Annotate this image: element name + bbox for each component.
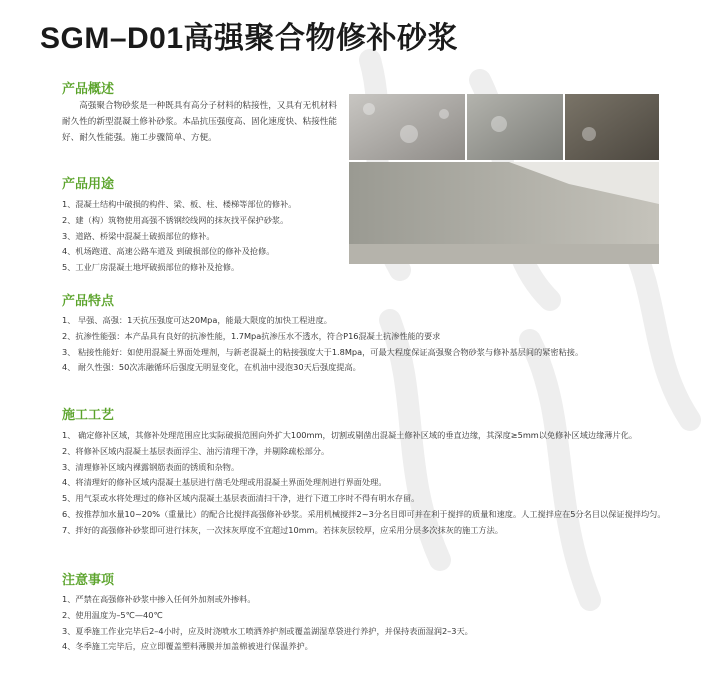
list-item: 2、将修补区域内混凝土基层表面浮尘、油污清理干净，并剔除疏松部分。	[62, 445, 330, 456]
photo-dark-repair	[565, 94, 659, 160]
list-item: 4、机场跑道、高速公路车道及 到破损部位的修补及抢修。	[62, 246, 275, 257]
list-item: 3、清理修补区域内裸露钢筋表面的锈质和杂物。	[62, 461, 240, 472]
notes-heading: 注意事项	[62, 573, 115, 588]
list-item: 4、将清理好的修补区域内混凝土基层进行凿毛处理或用混凝土界面处理剂进行界面处理。	[62, 477, 387, 488]
usage-heading: 产品用途	[62, 177, 115, 192]
list-item: 6、按推荐加水量10~20%（重量比）的配合比搅拌高强修补砂浆。采用机械搅拌2~3分名目即可并在利于搅拌的质量和速度。人工搅拌应在5分名目以保证搅拌均匀。	[62, 508, 666, 519]
usage-list	[62, 197, 296, 276]
list-item: 2、使用温度为–5℃—40℃	[62, 609, 163, 620]
list-item: 1、 确定修补区域，其修补处理范围应比实际破损范围向外扩大100mm，切割或剔凿出混凝土修补区域的垂直边缘，其深度≥5mm以免修补区域边缘薄片化。	[62, 430, 638, 440]
list-item: 3、 粘接性能好：如使用混凝土界面处理剂，与新老混凝土的粘接强度大于1.8Mpa，可最大程度保证高强聚合物砂浆与修补基层间的紧密粘接。	[62, 346, 584, 357]
product-photos	[349, 94, 659, 264]
photo-road-surface	[467, 94, 563, 160]
page-title: SGM–D01高强聚合物修补砂浆	[40, 22, 459, 55]
list-item: 3、夏季施工作业完毕后2–4小时，应及时浇喷水工喷洒养护剂或覆盖湖湿草袋进行养护，并保持表面湿润2–3天。	[62, 625, 473, 636]
overview-text: 高强聚合物砂浆是一种既具有高分子材料的粘接性，又具有无机材料耐久性的新型混凝土修补砂浆。本品抗压强度高、固化速度快、粘接性能好、耐久性能强。施工步骤简单、方便。	[62, 101, 338, 143]
list-item: 1、混凝土结构中破损的构件、梁、板、柱、楼梯等部位的修补。	[62, 199, 297, 209]
list-item: 4、 耐久性强：50次冻融循环后强度无明显变化，在机油中浸泡30天后强度提高。	[62, 362, 361, 373]
list-item: 2、建（构）筑物使用高强不锈钢绞线网的抹灰找平保护砂浆。	[62, 214, 289, 225]
overview-heading: 产品概述	[62, 82, 115, 97]
features-heading: 产品特点	[62, 294, 115, 309]
construction-list	[62, 428, 672, 539]
list-item: 2、抗渗性能强：本产品具有良好的抗渗性能，1.7Mpa抗渗压水不透水，符合P16混凝土抗渗性能的要求	[62, 330, 441, 341]
construction-heading: 施工工艺	[62, 408, 115, 423]
list-item: 5、工业厂房混凝土地坪破损部位的修补及抢修。	[62, 262, 240, 273]
list-item: 5、用气泵或水将处理过的修补区域内混凝土基层表面清扫干净，进行下道工序时不得有明水存留。	[62, 493, 420, 504]
list-item: 4、冬季施工完毕后，应立即覆盖塑料薄膜并加盖棉被进行保温养护。	[62, 641, 313, 652]
list-item: 1、 早强、高强：1天抗压强度可达20Mpa，能最大限度的加快工程进度。	[62, 315, 332, 325]
list-item: 1、严禁在高强修补砂浆中掺入任何外加剂或外掺料。	[62, 594, 256, 604]
list-item: 3、道路、桥梁中混凝土破损部位的修补。	[62, 230, 215, 241]
notes-list	[62, 592, 473, 655]
list-item: 7、拌好的高强修补砂浆即可进行抹灰，一次抹灰厚度不宜超过10mm。若抹灰层较厚，应采用分层多次抹灰的施工方法。	[62, 524, 503, 535]
features-list	[62, 313, 672, 376]
